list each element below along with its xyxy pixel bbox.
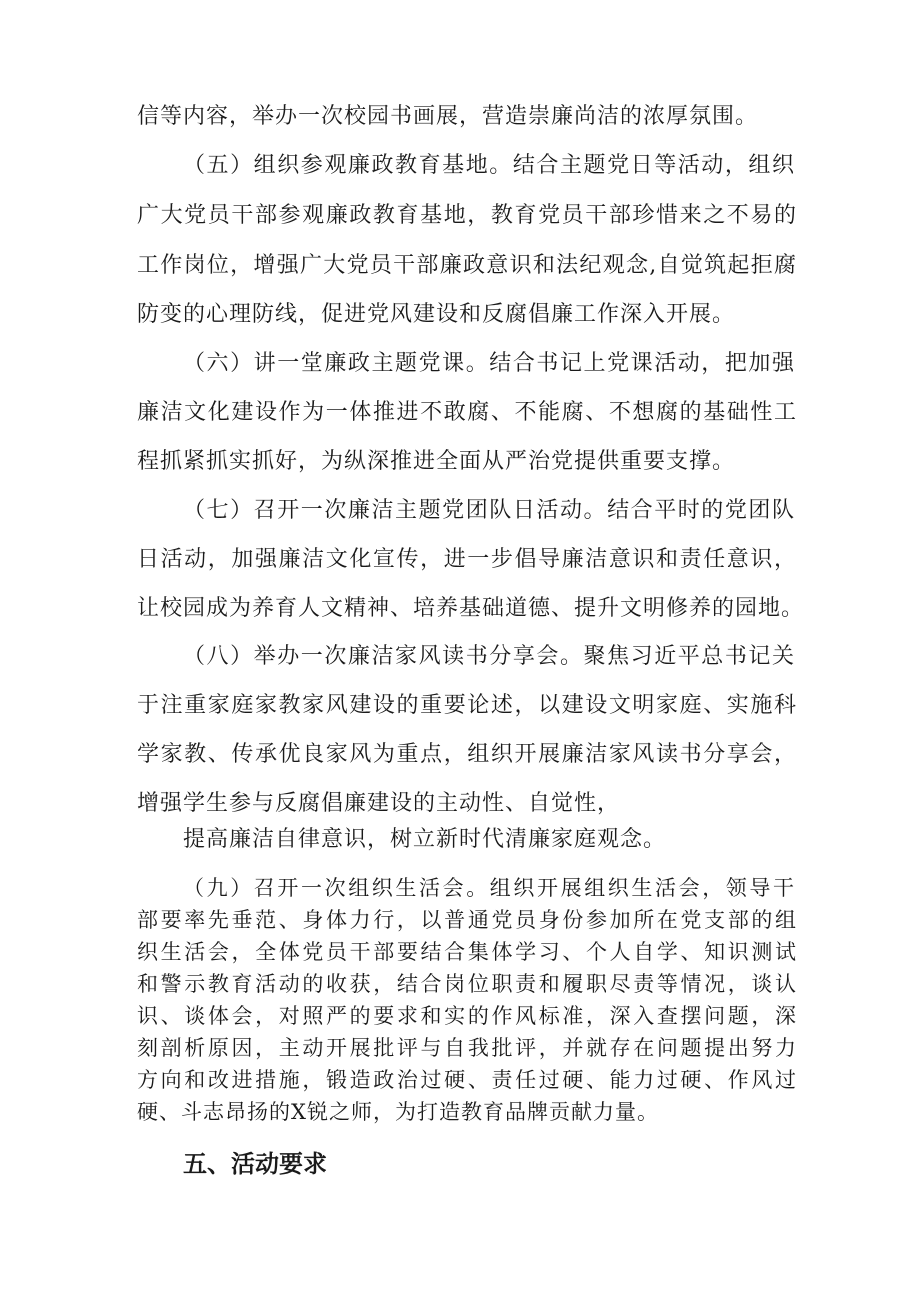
paragraph-line: （五）组织参观廉政教育基地。结合主题党日等活动，组织 — [183, 153, 795, 178]
paragraph-line: 提高廉洁自律意识，树立新时代清廉家庭观念。 — [183, 827, 667, 852]
paragraph-line: （九）召开一次组织生活会。组织开展组织生活会，领导干 — [183, 876, 795, 900]
paragraph-line: 识、谈体会，对照严的要求和实的作风标准，深入查摆问题，深 — [137, 1004, 797, 1028]
paragraph-line: 信等内容，举办一次校园书画展，营造崇廉尚洁的浓厚氛围。 — [137, 104, 759, 129]
paragraph-line: 和警示教育活动的收获，结合岗位职责和履职尽责等情况，谈认 — [137, 972, 797, 996]
paragraph-line: 工作岗位，增强广大党员干部廉政意识和法纪观念,自觉筑起拒腐 — [137, 253, 797, 278]
paragraph-line: 增强学生参与反腐倡廉建设的主动性、自觉性， — [137, 791, 621, 816]
paragraph-line: 织生活会，全体党员干部要结合集体学习、个人自学、知识测试 — [137, 940, 797, 964]
paragraph-line: 方向和改进措施，锻造政治过硬、责任过硬、能力过硬、作风过 — [137, 1068, 797, 1092]
paragraph-line: 刻剖析原因，主动开展批评与自我批评，并就存在问题提出努力 — [137, 1036, 797, 1060]
paragraph-line: 部要率先垂范、身体力行，以普通党员身份参加所在党支部的组 — [137, 908, 797, 932]
paragraph-line: 广大党员干部参观廉政教育基地，教育党员干部珍惜来之不易的 — [137, 203, 797, 228]
paragraph-line: （八）举办一次廉洁家风读书分享会。聚焦习近平总书记关 — [183, 644, 795, 669]
paragraph-line: （七）召开一次廉洁主题党团队日活动。结合平时的党团队 — [183, 498, 795, 523]
paragraph-line: 学家教、传承优良家风为重点，组织开展廉洁家风读书分享会， — [137, 742, 797, 767]
paragraph-line: （六）讲一堂廉政主题党课。结合书记上党课活动，把加强 — [183, 351, 795, 376]
paragraph-line: 于注重家庭家教家风建设的重要论述，以建设文明家庭、实施科 — [137, 693, 797, 718]
section-heading: 五、活动要求 — [183, 1150, 327, 1178]
paragraph-line: 让校园成为养育人文精神、培养基础道德、提升文明修养的园地。 — [137, 596, 805, 621]
paragraph-line: 日活动，加强廉洁文化宣传，进一步倡导廉洁意识和责任意识， — [137, 547, 797, 572]
paragraph-line: 程抓紧抓实抓好，为纵深推进全面从严治党提供重要支撑。 — [137, 449, 736, 474]
paragraph-line: 廉洁文化建设作为一体推进不敢腐、不能腐、不想腐的基础性工 — [137, 400, 797, 425]
paragraph-line: 硬、斗志昂扬的X锐之师，为打造教育品牌贡献力量。 — [137, 1100, 659, 1124]
paragraph-line: 防变的心理防线，促进党风建设和反腐倡廉工作深入开展。 — [137, 302, 736, 327]
